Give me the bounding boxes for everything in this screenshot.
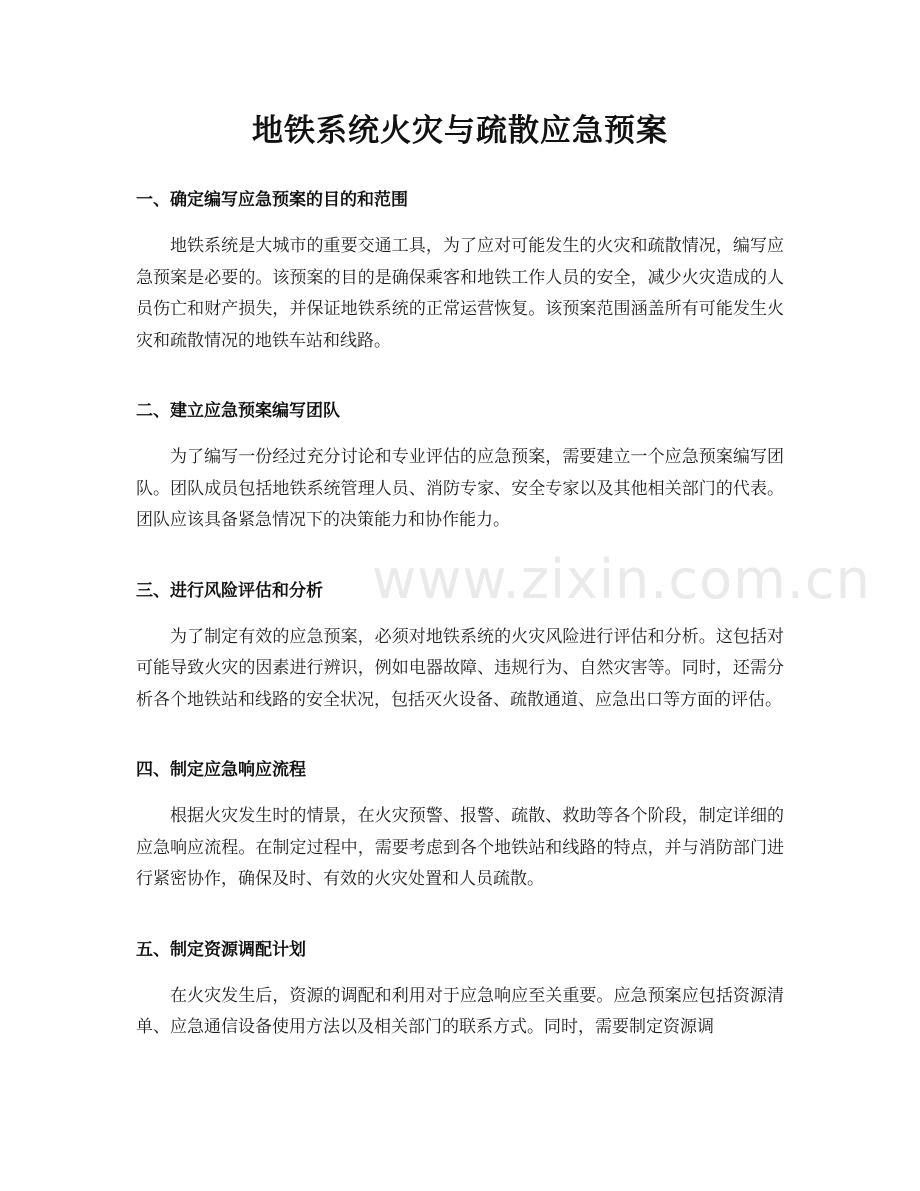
section-paragraph-5: 在火灾发生后，资源的调配和利用对于应急响应至关重要。应急预案应包括资源清单、应急通信设备使用方法以及相关部门的联系方式。同时，需要制定资源调 xyxy=(136,985,784,1037)
section-paragraph-1: 地铁系统是大城市的重要交通工具，为了应对可能发生的火灾和疏散情况，编写应急预案是必要的。该预案的目的是确保乘客和地铁工作人员的安全，减少火灾造成的人员伤亡和财产损失，并保证地铁系统的正常运营恢复。该预案范围涵盖所有可能发生火灾和疏散情况的地铁车站和线路。 xyxy=(136,236,784,351)
section-heading-1: 一、确定编写应急预案的目的和范围 xyxy=(136,190,408,210)
section-paragraph-3: 为了制定有效的应急预案，必须对地铁系统的火灾风险进行评估和分析。这包括对可能导致火灾的因素进行辨识，例如电器故障、违规行为、自然灾害等。同时，还需分析各个地铁站和线路的安全状况，包括灭火设备、疏散通道、应急出口等方面的评估。 xyxy=(136,626,784,710)
section-heading-5: 五、制定资源调配计划 xyxy=(136,939,306,960)
section-heading-4: 四、制定应急响应流程 xyxy=(136,760,306,780)
document-title: 地铁系统火灾与疏散应急预案 xyxy=(252,113,668,149)
section-heading-2: 二、建立应急预案编写团队 xyxy=(136,401,340,421)
section-heading-3: 三、进行风险评估和分析 xyxy=(136,580,323,601)
section-paragraph-4: 根据火灾发生时的情景，在火灾预警、报警、疏散、救助等各个阶段，制定详细的应急响应流程。在制定过程中，需要考虑到各个地铁站和线路的特点，并与消防部门进行紧密协作，确保及时、有效的火灾处置和人员疏散。 xyxy=(136,806,784,889)
watermark-text: www.zixin.com.cn xyxy=(372,548,871,611)
section-paragraph-2: 为了编写一份经过充分讨论和专业评估的应急预案，需要建立一个应急预案编写团队。团队成员包括地铁系统管理人员、消防专家、安全专家以及其他相关部门的代表。团队应该具备紧急情况下的决策能力和协作能力。 xyxy=(136,447,784,530)
